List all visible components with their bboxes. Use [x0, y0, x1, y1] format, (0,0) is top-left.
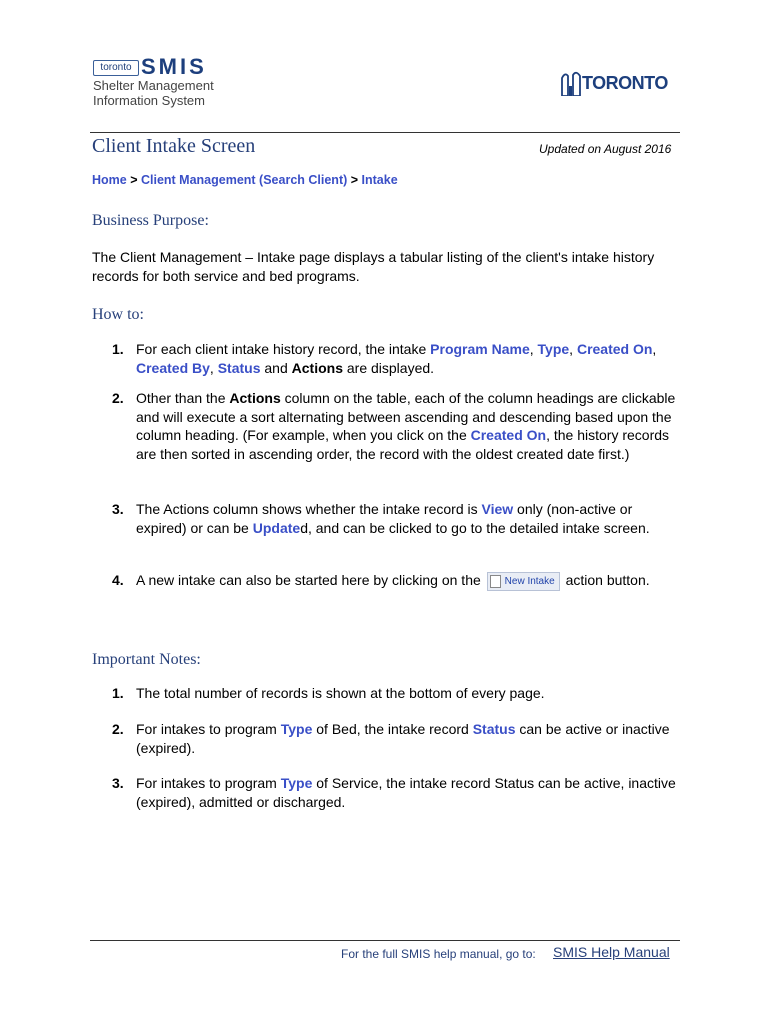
status-term: Status — [217, 359, 261, 376]
breadcrumb-client-management[interactable]: Client Management (Search Client) — [140, 173, 348, 187]
punctuation: , — [652, 341, 657, 357]
note-text: For intakes to program — [136, 721, 281, 737]
business-purpose-text: The Client Management – Intake page displays a tabular listing of the client's intake history records for both service and bed programs. — [92, 249, 655, 284]
breadcrumb-home[interactable]: Home — [92, 173, 127, 187]
note-number: 3. — [112, 775, 124, 791]
note-text: can be active or inactive (expired). — [136, 721, 670, 756]
step-text: d, and can be clicked to go to the detailed intake screen. — [300, 519, 650, 536]
note-text: For intakes to program — [136, 775, 281, 791]
step-text: For each client intake history record, the intake — [136, 341, 431, 357]
business-purpose-heading: Business Purpose: — [92, 212, 209, 229]
header-divider — [90, 132, 680, 133]
smis-help-manual-link[interactable]: SMIS Help Manual — [553, 944, 670, 960]
actions-term: Actions — [291, 359, 343, 376]
toronto-badge: toronto — [93, 60, 139, 76]
created-on-term: Created On — [470, 427, 547, 443]
punctuation: , — [529, 341, 538, 357]
note-number: 2. — [112, 721, 124, 737]
breadcrumb-separator: > — [126, 173, 141, 187]
step-number: 2. — [112, 390, 124, 406]
step-text: A new intake can also be started here by clicking on the — [136, 572, 485, 588]
smis-subtitle-line2: Information System — [93, 93, 205, 108]
smis-logo — [93, 56, 223, 112]
footer-text: For the full SMIS help manual, go to: — [341, 947, 536, 961]
view-term: View — [481, 501, 514, 517]
update-term: Update — [252, 519, 301, 536]
note-number: 1. — [112, 685, 124, 701]
step-text: column on the table, each of the column headings are clickable and will execute a sort alternating between ascending and descending based upon the column heading. (For example, when you click on the — [136, 390, 676, 443]
how-to-list — [92, 340, 682, 591]
step-number: 4. — [112, 572, 124, 588]
list-item — [92, 340, 682, 389]
breadcrumb-intake[interactable]: Intake — [361, 173, 398, 187]
smis-subtitle-line1: Shelter Management — [93, 78, 214, 93]
step-text: and — [260, 359, 292, 376]
program-name-term: Program Name — [430, 341, 530, 357]
smis-wordmark: SMIS — [141, 54, 207, 79]
list-item — [92, 684, 682, 720]
note-text: The total number of records is shown at the bottom of every page. — [136, 685, 545, 701]
note-text: of Service, the intake record Status can be active, inactive (expired), admitted or discharged. — [136, 775, 676, 810]
list-item — [92, 720, 682, 774]
created-by-term: Created By — [136, 359, 210, 376]
important-notes-list — [92, 684, 682, 811]
punctuation: , — [569, 341, 577, 357]
step-text: action button. — [561, 572, 650, 588]
step-text: The Actions column shows whether the intake record is — [136, 501, 482, 517]
created-on-term: Created On — [576, 341, 653, 357]
document-icon — [490, 575, 501, 588]
step-text: only (non-active or expired) or can be — [136, 501, 633, 536]
type-term: Type — [537, 341, 570, 357]
toronto-wordmark: TORONTO — [582, 73, 668, 93]
type-term: Type — [280, 721, 313, 737]
step-number: 3. — [112, 501, 124, 517]
type-term: Type — [280, 775, 313, 791]
city-hall-icon — [560, 70, 582, 96]
breadcrumb-separator: > — [347, 173, 362, 187]
actions-term: Actions — [229, 390, 281, 406]
footer-divider — [90, 940, 680, 941]
page-title: Client Intake Screen — [92, 135, 256, 157]
status-term: Status — [472, 721, 516, 737]
step-number: 1. — [112, 341, 124, 357]
list-item — [92, 500, 682, 571]
list-item — [92, 571, 682, 591]
step-text: , the history records are then sorted in ascending order, the record with the oldest created date first.) — [136, 427, 670, 462]
note-text: of Bed, the intake record — [312, 721, 473, 737]
city-of-toronto-logo — [560, 70, 670, 100]
new-intake-button[interactable] — [487, 572, 560, 591]
step-text: Other than the — [136, 390, 230, 406]
important-notes-heading: Important Notes: — [92, 651, 201, 668]
list-item — [92, 389, 682, 500]
new-intake-button-label: New Intake — [504, 575, 555, 587]
punctuation: , — [209, 359, 218, 376]
step-text: are displayed. — [342, 359, 435, 376]
breadcrumb — [92, 173, 398, 187]
updated-date: Updated on August 2016 — [539, 142, 672, 156]
list-item — [92, 774, 682, 811]
how-to-heading: How to: — [92, 306, 144, 323]
